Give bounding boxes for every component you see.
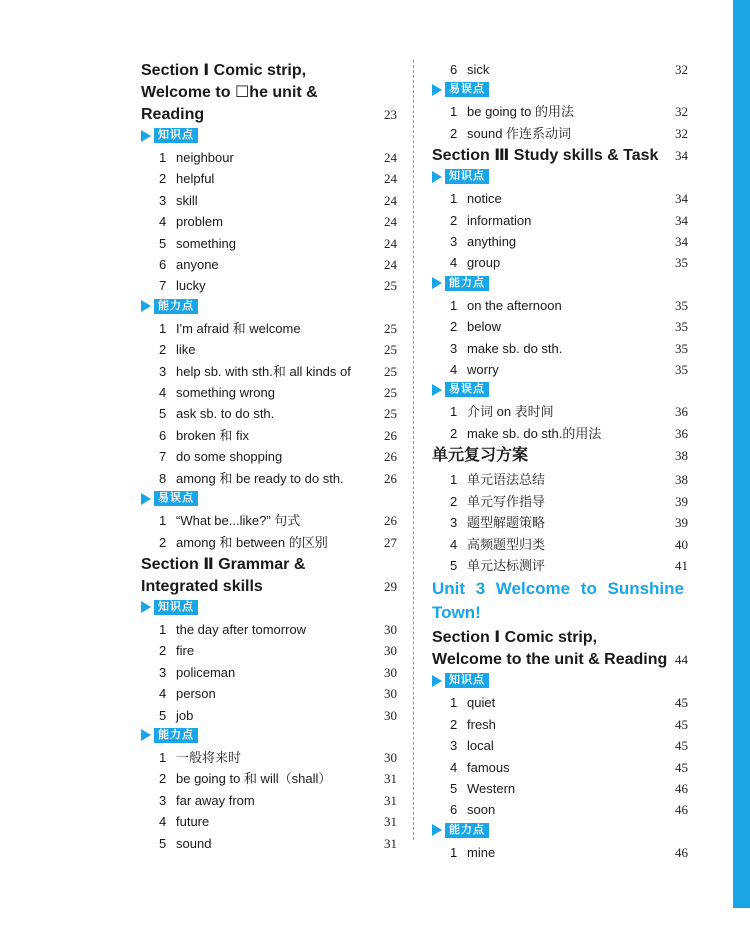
page-number: 25 [384,406,397,422]
page-number: 34 [675,212,688,228]
page-number: 35 [675,297,688,313]
toc-entry[interactable] [432,735,688,756]
toc-entry[interactable] [432,295,688,316]
page-number: 24 [384,171,397,187]
entry-text: famous [467,759,510,775]
entry-text: far away from [176,792,255,808]
entry-number: 6 [450,802,458,818]
entry-text: sick [467,62,490,77]
page-number: 40 [675,536,688,552]
entry-number: 3 [159,664,167,680]
ability-points-badge: 能力点 [432,823,688,838]
page-number: 25 [384,363,397,379]
page-number: 24 [384,150,397,165]
toc-entry[interactable] [141,147,397,168]
toc-entry[interactable] [432,316,688,337]
entry-number: 3 [450,234,458,250]
entry-number: 5 [450,780,458,796]
play-arrow-icon [432,675,442,687]
page-number: 44 [675,652,688,668]
entry-number: 1 [450,844,458,860]
entry-text: make sb. do sth.的用法 [467,425,602,441]
toc-entry[interactable] [141,811,397,832]
entry-text: 介词 on 表时间 [467,404,554,420]
entry-number: 2 [159,643,167,659]
entry-text: soon [467,802,496,818]
entry-text: fresh [467,716,496,732]
entry-text: job [176,707,194,723]
entry-number: 1 [450,472,458,488]
page-number: 23 [384,107,397,122]
entry-number: 5 [159,707,167,723]
page-number: 24 [384,235,397,251]
entry-number: 2 [450,493,458,509]
toc-entry[interactable] [141,361,397,382]
page-number: 30 [384,749,397,765]
toc-entry[interactable] [141,619,397,640]
page-number: 45 [675,738,688,754]
unit-review-heading[interactable]: 单元复习方案 38 [432,445,688,467]
toc-entry[interactable] [432,534,688,555]
toc-entry[interactable] [141,790,397,811]
page-number: 26 [384,470,397,486]
toc-entry[interactable] [432,252,688,273]
page-number: 35 [675,362,688,378]
page-number: 36 [675,404,688,420]
entry-number: 1 [159,749,167,765]
entry-text: below [467,319,501,335]
entry-text: neighbour [176,150,234,165]
section-heading[interactable]: Section Ⅲ Study skills & Task 34 [432,145,688,167]
toc-entry[interactable] [432,401,688,422]
entry-text: information [467,212,532,228]
page-number: 32 [675,125,688,141]
entry-number: 4 [450,255,458,271]
entry-number: 4 [159,385,167,401]
entry-text: 单元写作指导 [467,493,546,509]
entry-number: 2 [450,425,458,441]
entry-text: mine [467,844,496,860]
entry-text: future [176,814,210,830]
column-divider [413,60,414,840]
page-number: 25 [384,278,397,294]
entry-text: something [176,235,236,251]
entry-number: 5 [159,406,167,422]
page-number: 26 [384,513,397,529]
page-number: 30 [384,664,397,680]
entry-text: group [467,255,501,271]
entry-text: notice [467,191,502,207]
entry-text: I'm afraid 和 welcome [176,320,301,336]
entry-text: 高频题型归类 [467,536,546,552]
toc-entry[interactable] [432,692,688,713]
page-number: 30 [384,686,397,702]
entry-text: the day after tomorrow [176,621,307,637]
entry-number: 3 [450,738,458,754]
entry-number: 6 [159,257,167,273]
toc-entry[interactable] [141,168,397,189]
toc-entry[interactable] [432,188,688,209]
toc-entry[interactable] [432,799,688,820]
entry-number: 2 [450,319,458,335]
page-number: 35 [675,255,688,271]
entry-text: lucky [176,278,206,294]
entry-number: 1 [159,513,167,529]
page-number: 31 [384,771,397,787]
toc-entry[interactable] [141,683,397,704]
play-arrow-icon [141,729,151,741]
page-number: 25 [384,385,397,401]
entry-text: anyone [176,257,219,273]
entry-number: 6 [159,427,167,443]
entry-number: 7 [159,449,167,465]
entry-number: 4 [159,214,167,230]
toc-entry[interactable] [141,382,397,403]
section-heading[interactable]: Section Ⅱ Grammar & Integrated skills 29 [141,554,397,598]
toc-entry[interactable] [432,491,688,512]
entry-number: 7 [159,278,167,294]
page-number: 39 [675,515,688,531]
toc-entry[interactable] [432,59,688,80]
toc-entry[interactable] [141,510,397,531]
entry-number: 1 [450,191,458,207]
page-number: 30 [384,621,397,637]
page-number: 32 [675,62,688,77]
toc-entry[interactable] [432,338,688,359]
toc-entry[interactable] [141,233,397,254]
page-number: 36 [675,425,688,441]
entry-number: 1 [159,150,167,165]
page-number: 34 [675,148,688,164]
left-column [141,59,397,854]
page-number: 45 [675,695,688,711]
page-number: 35 [675,340,688,356]
page-number: 34 [675,191,688,207]
entry-number: 1 [450,404,458,420]
toc-entry[interactable] [141,833,397,854]
entry-text: 一般将来时 [176,749,242,765]
section-heading[interactable]: Section Ⅰ Comic strip, Welcome to the unit & Reading 44 [432,627,688,671]
entry-number: 3 [450,515,458,531]
entry-number: 3 [450,340,458,356]
entry-text: quiet [467,695,496,711]
knowledge-points-badge: 知识点 [141,600,397,615]
play-arrow-icon [432,384,442,396]
toc-entry[interactable] [141,747,397,768]
entry-text: 题型解题策略 [467,515,546,531]
unit-title[interactable]: Unit 3 Welcome to Sunshine Town! [432,579,684,623]
toc-entry[interactable] [432,714,688,735]
page-number: 45 [675,759,688,775]
entry-text: broken 和 fix [176,427,249,443]
entry-number: 2 [159,342,167,358]
page-number: 39 [675,493,688,509]
entry-text: ask sb. to do sth. [176,406,275,422]
entry-text: worry [467,362,499,378]
error-prone-badge: 易误点 [432,82,688,97]
toc-entry[interactable] [432,555,688,576]
toc-entry[interactable] [432,210,688,231]
entry-text: do some shopping [176,449,283,465]
entry-text: sound 作连系动词 [467,125,572,141]
toc-entry[interactable] [432,778,688,799]
play-arrow-icon [432,84,442,96]
entry-number: 8 [159,470,167,486]
page-number: 38 [675,472,688,488]
page-number: 30 [384,643,397,659]
entry-text: 单元语法总结 [467,472,546,488]
ability-points-badge: 能力点 [432,276,688,291]
knowledge-points-badge: 知识点 [141,128,397,143]
entry-number: 1 [450,104,458,120]
entry-text: on the afternoon [467,297,562,313]
play-arrow-icon [432,277,442,289]
toc-entry[interactable] [432,757,688,778]
error-prone-badge: 易误点 [141,491,397,506]
play-arrow-icon [141,130,151,142]
page-number: 38 [675,448,688,464]
toc-entry[interactable] [432,423,688,444]
play-arrow-icon [141,300,151,312]
toc-entry[interactable] [141,403,397,424]
entry-text: be going to 的用法 [467,104,574,120]
ability-points-badge: 能力点 [141,299,397,314]
page-number: 31 [384,835,397,851]
toc-entry[interactable] [141,705,397,726]
entry-text: fire [176,643,195,659]
toc-entry[interactable] [141,446,397,467]
toc-entry[interactable] [141,425,397,446]
play-arrow-icon [141,493,151,505]
toc-entry[interactable] [432,101,688,122]
entry-number: 2 [450,125,458,141]
entry-number: 2 [450,716,458,732]
toc-entry[interactable] [141,211,397,232]
toc-entry[interactable] [432,359,688,380]
entry-text: be going to 和 will（shall） [176,771,332,787]
entry-number: 4 [450,536,458,552]
toc-entry[interactable] [432,842,688,863]
toc-entry[interactable] [141,468,397,489]
toc-entry[interactable] [141,662,397,683]
entry-number: 4 [159,814,167,830]
page-number: 45 [675,716,688,732]
toc-entry[interactable] [432,123,688,144]
entry-text: 单元达标测评 [467,557,546,573]
page-number: 24 [384,214,397,230]
page-number: 46 [675,802,688,818]
page-number: 35 [675,319,688,335]
entry-text: among 和 between 的区别 [176,534,328,550]
entry-text: anything [467,234,517,250]
entry-number: 6 [450,62,458,77]
entry-number: 3 [159,792,167,808]
entry-number: 2 [450,212,458,228]
entry-text: sound [176,835,212,851]
toc-entry[interactable] [432,512,688,533]
entry-number: 4 [450,759,458,775]
knowledge-points-badge: 知识点 [432,673,688,688]
play-arrow-icon [141,601,151,613]
entry-number: 1 [450,695,458,711]
page-number: 46 [675,844,688,860]
toc-entry[interactable] [432,231,688,252]
page-number: 26 [384,449,397,465]
toc-entry[interactable] [141,532,397,553]
section-heading[interactable]: Section Ⅰ Comic strip, Welcome to ☐he unit & Reading 23 [141,60,397,126]
page-number: 34 [675,234,688,250]
toc-entry[interactable] [141,339,397,360]
entry-text: policeman [176,664,236,680]
entry-number: 3 [159,363,167,379]
entry-text: skill [176,192,198,208]
entry-text: make sb. do sth. [467,340,563,356]
page-number: 24 [384,192,397,208]
entry-number: 1 [159,320,167,336]
entry-number: 5 [159,835,167,851]
page-edge-bar [733,0,750,908]
entry-number: 4 [450,362,458,378]
entry-text: “What be...like?” 句式 [176,513,301,529]
page-number: 31 [384,814,397,830]
entry-number: 2 [159,771,167,787]
entry-number: 5 [450,557,458,573]
entry-text: local [467,738,494,754]
entry-number: 2 [159,534,167,550]
entry-number: 3 [159,192,167,208]
entry-text: help sb. with sth.和 all kinds of [176,363,351,379]
entry-text: like [176,342,196,358]
page-number: 26 [384,427,397,443]
toc-entry[interactable] [432,469,688,490]
entry-text: Western [467,780,516,796]
entry-number: 4 [159,686,167,702]
toc-entry[interactable] [141,318,397,339]
toc-entry[interactable] [141,768,397,789]
toc-entry[interactable] [141,640,397,661]
page-number: 31 [384,792,397,808]
knowledge-points-badge: 知识点 [432,169,688,184]
error-prone-badge: 易误点 [432,382,688,397]
play-arrow-icon [432,171,442,183]
right-column [432,59,688,863]
page-number: 41 [675,557,688,573]
entry-number: 1 [450,297,458,313]
page-number: 30 [384,707,397,723]
page-number: 25 [384,320,397,336]
page-number: 32 [675,104,688,120]
entry-text: helpful [176,171,215,187]
entry-text: person [176,686,216,702]
ability-points-badge: 能力点 [141,728,397,743]
toc-entry[interactable] [141,190,397,211]
play-arrow-icon [432,824,442,836]
page-number: 25 [384,342,397,358]
toc-entry[interactable] [141,275,397,296]
entry-text: something wrong [176,385,275,401]
page-number: 24 [384,257,397,273]
entry-number: 1 [159,621,167,637]
toc-entry[interactable] [141,254,397,275]
page-number: 29 [384,578,397,594]
page-number: 27 [384,534,397,550]
entry-number: 5 [159,235,167,251]
entry-text: among 和 be ready to do sth. [176,470,344,486]
entry-number: 2 [159,171,167,187]
page-number: 46 [675,780,688,796]
entry-text: problem [176,214,223,230]
